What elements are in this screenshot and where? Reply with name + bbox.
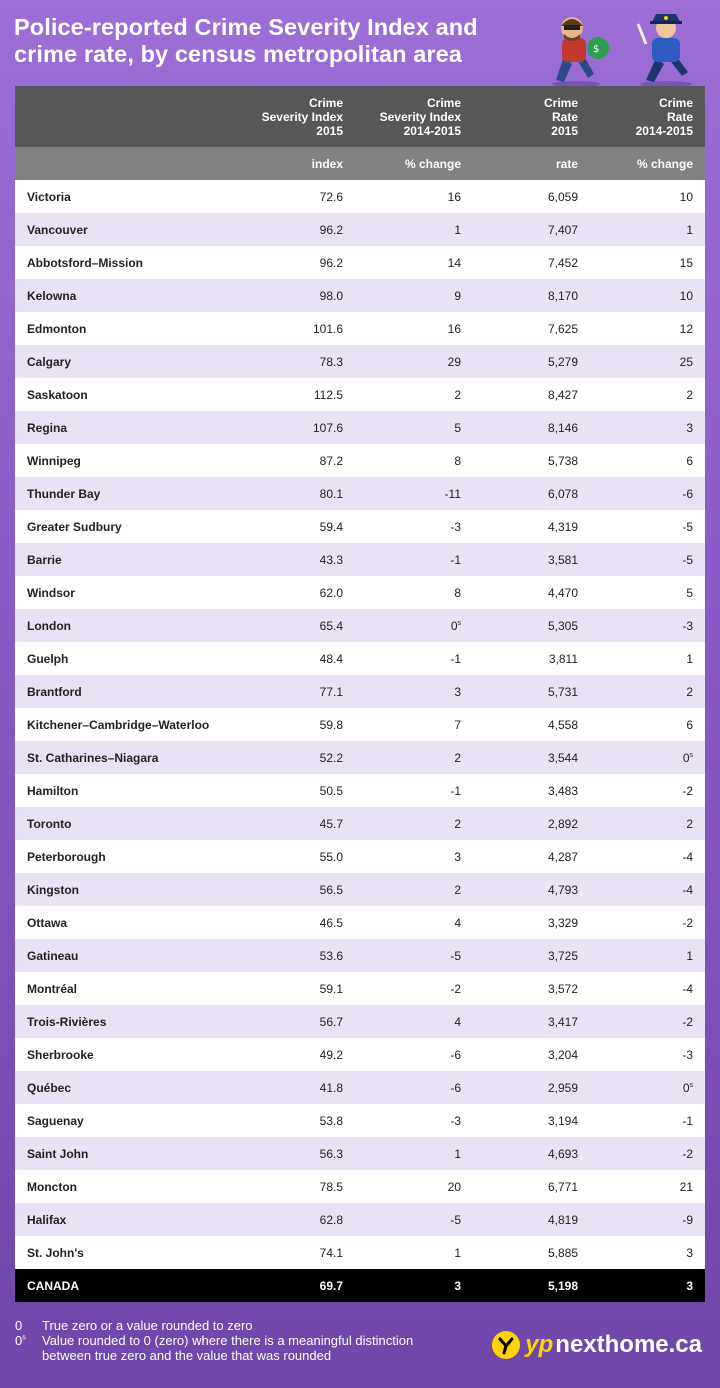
value-cell: -1 (590, 1104, 705, 1137)
value-cell: -11 (355, 477, 473, 510)
value-cell: 12 (590, 312, 705, 345)
value-cell: 1 (355, 1137, 473, 1170)
table-row (15, 1170, 705, 1203)
table-row (15, 972, 705, 1005)
page-title: Police-reported Crime Severity Index and crime rate, by census metropolitan area (14, 14, 478, 67)
value-cell: 59.8 (237, 708, 355, 741)
value-cell: 7,625 (473, 312, 590, 345)
value-cell: 5,305 (473, 609, 590, 642)
cma-name-cell: Toronto (15, 807, 237, 840)
table-row (15, 1203, 705, 1236)
total-cell: CANADA (15, 1269, 237, 1302)
value-cell: 62.0 (237, 576, 355, 609)
column-header: Crime Severity Index 2015 (237, 86, 355, 147)
value-cell: 4,693 (473, 1137, 590, 1170)
value-cell: 6,078 (473, 477, 590, 510)
value-cell: 6 (590, 444, 705, 477)
thief-icon (552, 17, 609, 87)
value-cell: -5 (590, 510, 705, 543)
value-cell: 4,287 (473, 840, 590, 873)
table-row (15, 906, 705, 939)
value-cell: 5 (590, 576, 705, 609)
cma-name-cell: Moncton (15, 1170, 237, 1203)
value-cell: 3 (355, 675, 473, 708)
value-cell: -4 (590, 873, 705, 906)
value-cell: -1 (355, 774, 473, 807)
table-body (15, 180, 705, 1269)
cma-name-cell: Barrie (15, 543, 237, 576)
value-cell: 5 (355, 411, 473, 444)
cma-name-cell: Kitchener–Cambridge–Waterloo (15, 708, 237, 741)
cma-name-cell: Kelowna (15, 279, 237, 312)
value-cell: 3,725 (473, 939, 590, 972)
value-cell: 7 (355, 708, 473, 741)
table-row (15, 1104, 705, 1137)
total-cell: 69.7 (237, 1269, 355, 1302)
table-row (15, 642, 705, 675)
value-cell: 4,793 (473, 873, 590, 906)
value-cell: 59.4 (237, 510, 355, 543)
value-cell: 5,731 (473, 675, 590, 708)
value-cell: 2 (355, 873, 473, 906)
value-cell: 77.1 (237, 675, 355, 708)
value-cell: -2 (590, 906, 705, 939)
table-row (15, 510, 705, 543)
value-cell: 107.6 (237, 411, 355, 444)
value-cell: 3,483 (473, 774, 590, 807)
table-row (15, 1038, 705, 1071)
value-cell: 7,452 (473, 246, 590, 279)
table-row (15, 576, 705, 609)
cma-name-cell: Kingston (15, 873, 237, 906)
value-cell: 1 (590, 213, 705, 246)
table-row (15, 213, 705, 246)
value-cell: 8,427 (473, 378, 590, 411)
cma-name-cell: Trois-Rivières (15, 1005, 237, 1038)
value-cell: -6 (355, 1038, 473, 1071)
value-cell: 6 (590, 708, 705, 741)
value-cell: 56.5 (237, 873, 355, 906)
value-cell: -2 (590, 1137, 705, 1170)
value-cell: 8,170 (473, 279, 590, 312)
value-cell: -5 (355, 1203, 473, 1236)
value-cell: 1 (590, 642, 705, 675)
cma-name-cell: Edmonton (15, 312, 237, 345)
value-cell: 3 (590, 411, 705, 444)
value-cell: 20 (355, 1170, 473, 1203)
column-unit: % change (590, 147, 705, 180)
value-cell: 16 (355, 180, 473, 213)
cma-name-cell: Peterborough (15, 840, 237, 873)
value-cell: -4 (590, 972, 705, 1005)
value-cell: 72.6 (237, 180, 355, 213)
footnotes (15, 1318, 455, 1363)
table-row (15, 807, 705, 840)
value-cell: 2 (355, 807, 473, 840)
table-row (15, 609, 705, 642)
value-cell: 21 (590, 1170, 705, 1203)
cma-name-cell: Calgary (15, 345, 237, 378)
cma-name-cell: Saint John (15, 1137, 237, 1170)
value-cell: 1 (590, 939, 705, 972)
value-cell: 3,811 (473, 642, 590, 675)
value-cell: 0$^s$ (355, 609, 473, 642)
table-row (15, 840, 705, 873)
value-cell: 1 (355, 213, 473, 246)
value-cell: 4,558 (473, 708, 590, 741)
value-cell: -3 (355, 510, 473, 543)
footnote-symbol: 0 (15, 1318, 23, 1333)
value-cell: -6 (590, 477, 705, 510)
table-row (15, 180, 705, 213)
footnote-text: Value rounded to 0 (zero) where there is a meaningful distinction between true zero and the value that was rounded (42, 1333, 414, 1363)
value-cell: 29 (355, 345, 473, 378)
value-cell: 5,279 (473, 345, 590, 378)
cma-name-cell: Winnipeg (15, 444, 237, 477)
value-cell: 3,417 (473, 1005, 590, 1038)
value-cell: 6,771 (473, 1170, 590, 1203)
value-cell: -4 (590, 840, 705, 873)
brand-logo (491, 1330, 702, 1360)
value-cell: 50.5 (237, 774, 355, 807)
cma-name-cell: Vancouver (15, 213, 237, 246)
footnote-text: True zero or a value rounded to zero (42, 1318, 253, 1333)
cma-name-cell: Greater Sudbury (15, 510, 237, 543)
header-row (15, 86, 705, 147)
value-cell: -3 (590, 609, 705, 642)
value-cell: 7,407 (473, 213, 590, 246)
cma-name-cell: Saguenay (15, 1104, 237, 1137)
value-cell: -1 (355, 642, 473, 675)
total-row (15, 1269, 705, 1302)
value-cell: 98.0 (237, 279, 355, 312)
table-row (15, 774, 705, 807)
value-cell: 2 (355, 378, 473, 411)
value-cell: 62.8 (237, 1203, 355, 1236)
value-cell: 0$^s$ (590, 741, 705, 774)
column-unit: % change (355, 147, 473, 180)
value-cell: 112.5 (237, 378, 355, 411)
value-cell: 4,470 (473, 576, 590, 609)
value-cell: 3,544 (473, 741, 590, 774)
column-header: Crime Rate 2014-2015 (590, 86, 705, 147)
column-unit: rate (473, 147, 590, 180)
value-cell: -3 (590, 1038, 705, 1071)
cma-name-cell: Thunder Bay (15, 477, 237, 510)
table-row (15, 279, 705, 312)
value-cell: 53.6 (237, 939, 355, 972)
value-cell: 2,892 (473, 807, 590, 840)
table-row (15, 1236, 705, 1269)
column-unit (15, 147, 237, 180)
table-row (15, 444, 705, 477)
value-cell: 5,738 (473, 444, 590, 477)
value-cell: 56.7 (237, 1005, 355, 1038)
column-header (15, 86, 237, 147)
value-cell: 3 (355, 840, 473, 873)
value-cell: 3,329 (473, 906, 590, 939)
cma-name-cell: Québec (15, 1071, 237, 1104)
value-cell: 2 (590, 675, 705, 708)
value-cell: 101.6 (237, 312, 355, 345)
crime-table-container (15, 86, 705, 1302)
table-row (15, 1071, 705, 1104)
column-header: Crime Rate 2015 (473, 86, 590, 147)
value-cell: -6 (355, 1071, 473, 1104)
cma-name-cell: Brantford (15, 675, 237, 708)
cma-name-cell: Abbotsford–Mission (15, 246, 237, 279)
cma-name-cell: Victoria (15, 180, 237, 213)
value-cell: -9 (590, 1203, 705, 1236)
value-cell: 2 (355, 741, 473, 774)
footnote-symbol: 0$^s$ (15, 1333, 26, 1348)
table-row (15, 1137, 705, 1170)
table-row (15, 675, 705, 708)
value-cell: 41.8 (237, 1071, 355, 1104)
table-row (15, 477, 705, 510)
total-cell: 3 (590, 1269, 705, 1302)
value-cell: 4 (355, 1005, 473, 1038)
value-cell: -2 (590, 1005, 705, 1038)
value-cell: 4 (355, 906, 473, 939)
table-row (15, 708, 705, 741)
cma-name-cell: Gatineau (15, 939, 237, 972)
value-cell: 2,959 (473, 1071, 590, 1104)
table-row (15, 1005, 705, 1038)
column-unit: index (237, 147, 355, 180)
value-cell: 3,581 (473, 543, 590, 576)
value-cell: 5,885 (473, 1236, 590, 1269)
svg-text:$: $ (593, 44, 600, 55)
column-header: Crime Severity Index 2014-2015 (355, 86, 473, 147)
value-cell: 65.4 (237, 609, 355, 642)
value-cell: 6,059 (473, 180, 590, 213)
value-cell: 78.5 (237, 1170, 355, 1203)
value-cell: 10 (590, 180, 705, 213)
cma-name-cell: Regina (15, 411, 237, 444)
cma-name-cell: Halifax (15, 1203, 237, 1236)
value-cell: 59.1 (237, 972, 355, 1005)
value-cell: 3 (590, 1236, 705, 1269)
value-cell: 96.2 (237, 246, 355, 279)
value-cell: 52.2 (237, 741, 355, 774)
value-cell: 3,194 (473, 1104, 590, 1137)
cma-name-cell: Montréal (15, 972, 237, 1005)
value-cell: 4,819 (473, 1203, 590, 1236)
table-row (15, 411, 705, 444)
police-officer-icon (638, 14, 692, 87)
value-cell: 43.3 (237, 543, 355, 576)
cma-name-cell: Windsor (15, 576, 237, 609)
value-cell: -2 (355, 972, 473, 1005)
cma-name-cell: Guelph (15, 642, 237, 675)
value-cell: 15 (590, 246, 705, 279)
value-cell: 48.4 (237, 642, 355, 675)
thief-and-police-illustration (546, 8, 706, 88)
value-cell: 8,146 (473, 411, 590, 444)
value-cell: 9 (355, 279, 473, 312)
yp-logo-icon (491, 1330, 521, 1360)
footnote (15, 1318, 455, 1333)
value-cell: 14 (355, 246, 473, 279)
table-row (15, 543, 705, 576)
value-cell: -2 (590, 774, 705, 807)
table-row (15, 741, 705, 774)
value-cell: 53.8 (237, 1104, 355, 1137)
cma-name-cell: St. Catharines–Niagara (15, 741, 237, 774)
value-cell: 78.3 (237, 345, 355, 378)
value-cell: 56.3 (237, 1137, 355, 1170)
value-cell: -5 (590, 543, 705, 576)
value-cell: 8 (355, 576, 473, 609)
value-cell: 55.0 (237, 840, 355, 873)
value-cell: 16 (355, 312, 473, 345)
cma-name-cell: London (15, 609, 237, 642)
value-cell: 1 (355, 1236, 473, 1269)
table-row (15, 378, 705, 411)
crime-table (15, 86, 705, 1302)
value-cell: -5 (355, 939, 473, 972)
value-cell: -1 (355, 543, 473, 576)
footnote (15, 1333, 455, 1363)
value-cell: 49.2 (237, 1038, 355, 1071)
brand-yp: yp (525, 1331, 554, 1358)
value-cell: 3,204 (473, 1038, 590, 1071)
value-cell: 3,572 (473, 972, 590, 1005)
value-cell: 10 (590, 279, 705, 312)
value-cell: 8 (355, 444, 473, 477)
value-cell: -3 (355, 1104, 473, 1137)
table-row (15, 312, 705, 345)
table-row (15, 873, 705, 906)
brand-name: nexthome.ca (555, 1331, 702, 1358)
cma-name-cell: St. John's (15, 1236, 237, 1269)
value-cell: 80.1 (237, 477, 355, 510)
total-cell: 3 (355, 1269, 473, 1302)
value-cell: 2 (590, 378, 705, 411)
value-cell: 46.5 (237, 906, 355, 939)
value-cell: 74.1 (237, 1236, 355, 1269)
value-cell: 0$^s$ (590, 1071, 705, 1104)
value-cell: 87.2 (237, 444, 355, 477)
table-row (15, 345, 705, 378)
cma-name-cell: Sherbrooke (15, 1038, 237, 1071)
table-row (15, 939, 705, 972)
value-cell: 25 (590, 345, 705, 378)
cma-name-cell: Saskatoon (15, 378, 237, 411)
value-cell: 2 (590, 807, 705, 840)
unit-row (15, 147, 705, 180)
value-cell: 96.2 (237, 213, 355, 246)
total-cell: 5,198 (473, 1269, 590, 1302)
cma-name-cell: Hamilton (15, 774, 237, 807)
value-cell: 45.7 (237, 807, 355, 840)
value-cell: 4,319 (473, 510, 590, 543)
cma-name-cell: Ottawa (15, 906, 237, 939)
table-row (15, 246, 705, 279)
